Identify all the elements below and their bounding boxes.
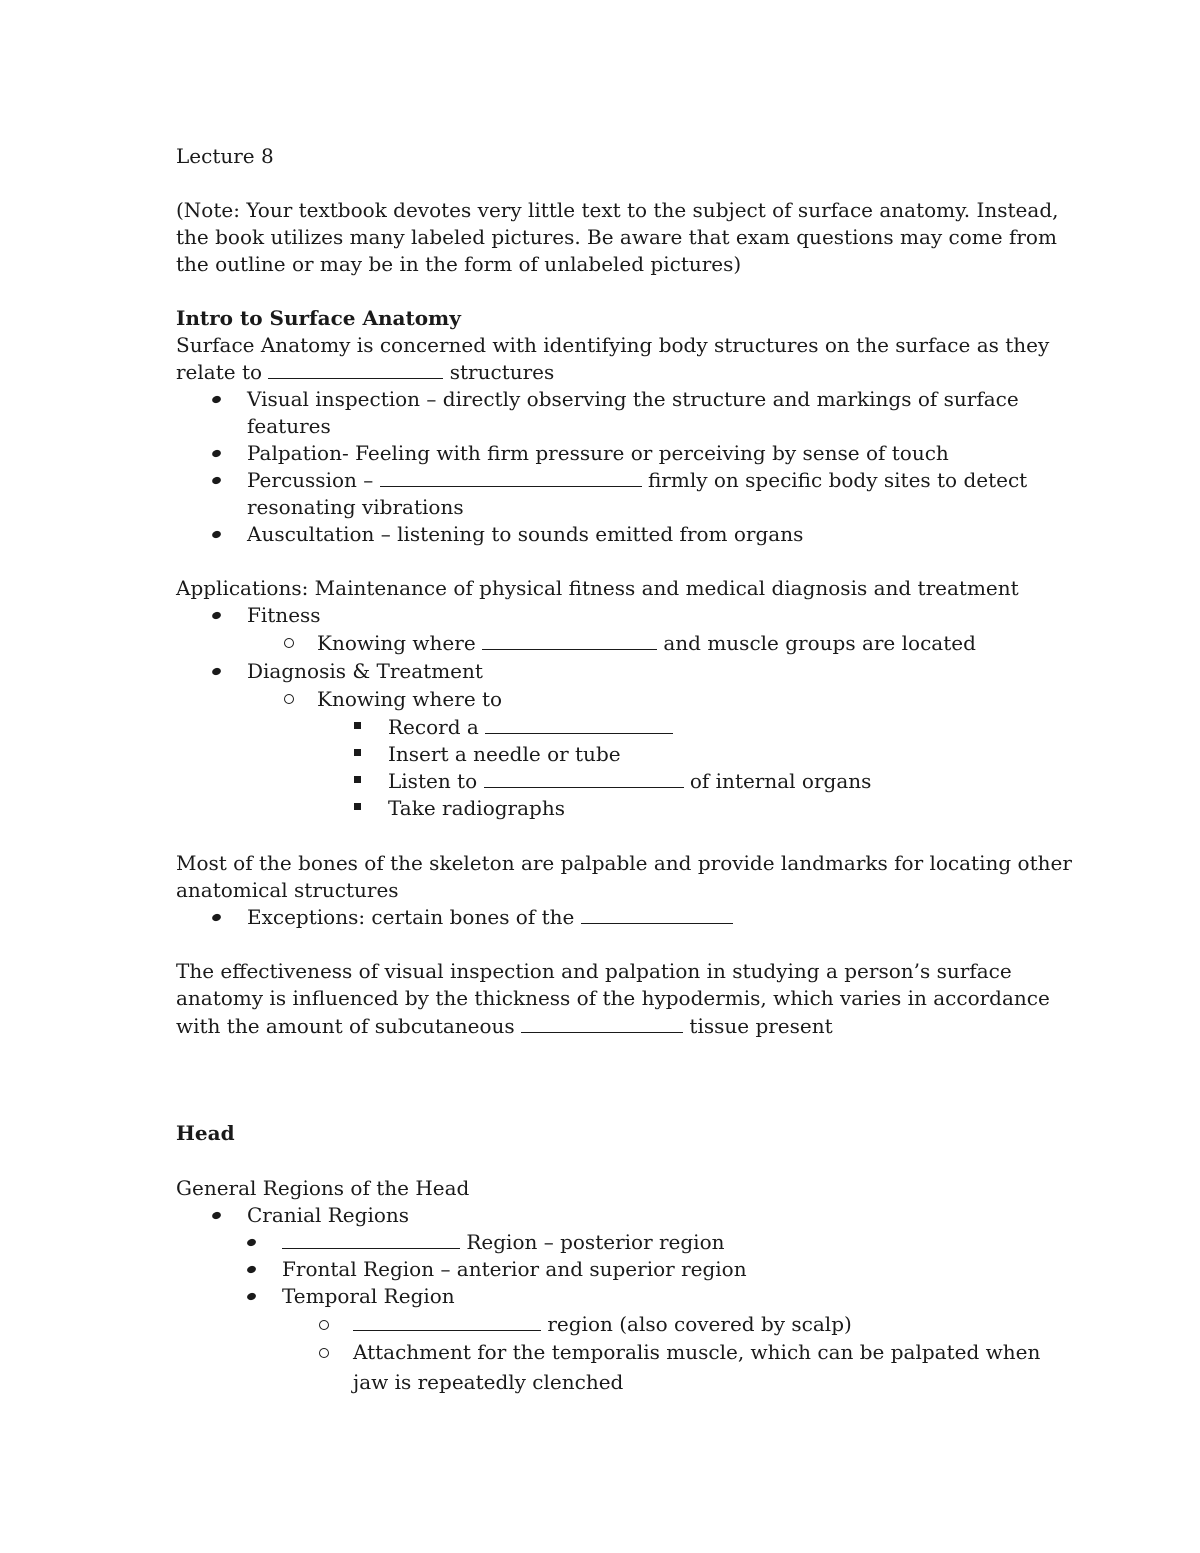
intro-desc-line-1: Surface Anatomy is concerned with identifying body structures on the surface as they <box>176 333 1050 357</box>
insert-needle-item: Insert a needle or tube <box>388 742 621 766</box>
head-heading: Head <box>176 1121 235 1145</box>
auscultation-item: Auscultation – listening to sounds emitted from organs <box>247 522 804 546</box>
cranial-regions-item: Cranial Regions <box>247 1203 410 1227</box>
bones-line-2: anatomical structures <box>176 878 399 902</box>
bones-line-1: Most of the bones of the skeleton are palpable and provide landmarks for locating other <box>176 851 1072 875</box>
fill-in-blank <box>282 1230 460 1249</box>
square-bullet-icon <box>354 803 361 810</box>
visual-line-2: features <box>247 414 331 438</box>
fill-in-blank <box>482 631 657 650</box>
diagnosis-item: Diagnosis & Treatment <box>247 659 483 683</box>
knowing-where-pre: Knowing where <box>317 631 476 655</box>
percussion-line-1 <box>247 467 1027 494</box>
effectiveness-line-3-post: tissue present <box>689 1014 833 1038</box>
posterior-region-item <box>282 1229 725 1256</box>
bullet-icon <box>211 449 222 459</box>
note-line-3: the outline or may be in the form of unlabeled pictures) <box>176 252 742 276</box>
exceptions-item <box>247 904 733 931</box>
fill-in-blank <box>581 905 733 924</box>
fill-in-blank <box>380 468 642 487</box>
listen-to-item <box>388 768 871 795</box>
scalp-region-item <box>353 1311 852 1338</box>
fill-in-blank <box>268 360 443 379</box>
intro-desc-pre: relate to <box>176 360 263 384</box>
attachment-line-2: jaw is repeatedly clenched <box>353 1370 624 1394</box>
square-bullet-icon <box>354 722 361 729</box>
record-a-item <box>388 714 673 741</box>
note-line-2: the book utilizes many labeled pictures. Be aware that exam questions may come from <box>176 225 1057 249</box>
exceptions-label: Exceptions: certain bones of the <box>247 905 575 929</box>
percussion-pre: Percussion – <box>247 468 374 492</box>
circle-bullet-icon <box>319 1320 329 1330</box>
bullet-icon <box>211 395 222 405</box>
fill-in-blank <box>521 1014 683 1033</box>
note-line-1: (Note: Your textbook devotes very little text to the subject of surface anatomy. Instead, <box>176 198 1059 222</box>
scalp-region-label: region (also covered by scalp) <box>547 1312 852 1336</box>
visual-line-1: Visual inspection – directly observing the structure and markings of surface <box>247 387 1019 411</box>
square-bullet-icon <box>354 776 361 783</box>
bullet-icon <box>246 1265 257 1275</box>
take-radiographs-item: Take radiographs <box>388 796 565 820</box>
posterior-region-label: Region – posterior region <box>466 1230 725 1254</box>
effectiveness-line-1: The effectiveness of visual inspection and palpation in studying a person’s surface <box>176 959 1012 983</box>
bullet-icon <box>211 913 222 923</box>
fill-in-blank <box>484 769 684 788</box>
fitness-item: Fitness <box>247 603 321 627</box>
bullet-icon <box>246 1238 257 1248</box>
bullet-icon <box>211 476 222 486</box>
attachment-line-1: Attachment for the temporalis muscle, which can be palpated when <box>353 1340 1041 1364</box>
circle-bullet-icon <box>284 638 294 648</box>
circle-bullet-icon <box>319 1348 329 1358</box>
effectiveness-line-3-pre: with the amount of subcutaneous <box>176 1014 515 1038</box>
bullet-icon <box>211 1211 222 1221</box>
bullet-icon <box>246 1292 257 1302</box>
effectiveness-line-3 <box>176 1013 833 1040</box>
fill-in-blank <box>485 715 673 734</box>
listen-to-post: of internal organs <box>689 769 872 793</box>
intro-desc-line-2 <box>176 359 554 386</box>
square-bullet-icon <box>354 749 361 756</box>
effectiveness-line-2: anatomy is influenced by the thickness of the hypodermis, which varies in accordance <box>176 986 1050 1010</box>
bullet-icon <box>211 530 222 540</box>
knowing-where-to-item: Knowing where to <box>317 687 503 711</box>
lecture-title: Lecture 8 <box>176 144 274 168</box>
circle-bullet-icon <box>284 694 294 704</box>
knowing-where-post: and muscle groups are located <box>663 631 976 655</box>
listen-to-pre: Listen to <box>388 769 478 793</box>
temporal-region-item: Temporal Region <box>282 1284 455 1308</box>
intro-desc-post: structures <box>449 360 555 384</box>
percussion-line-2: resonating vibrations <box>247 495 464 519</box>
applications-intro: Applications: Maintenance of physical fitness and medical diagnosis and treatment <box>176 576 1019 600</box>
bullet-icon <box>211 667 222 677</box>
palpation-item: Palpation- Feeling with firm pressure or perceiving by sense of touch <box>247 441 949 465</box>
intro-heading: Intro to Surface Anatomy <box>176 306 461 330</box>
general-regions-heading: General Regions of the Head <box>176 1176 470 1200</box>
percussion-post: firmly on specific body sites to detect <box>647 468 1028 492</box>
bullet-icon <box>211 611 222 621</box>
knowing-where-item <box>317 630 976 657</box>
fill-in-blank <box>353 1312 541 1331</box>
record-a-label: Record a <box>388 715 479 739</box>
frontal-region-item: Frontal Region – anterior and superior region <box>282 1257 747 1281</box>
